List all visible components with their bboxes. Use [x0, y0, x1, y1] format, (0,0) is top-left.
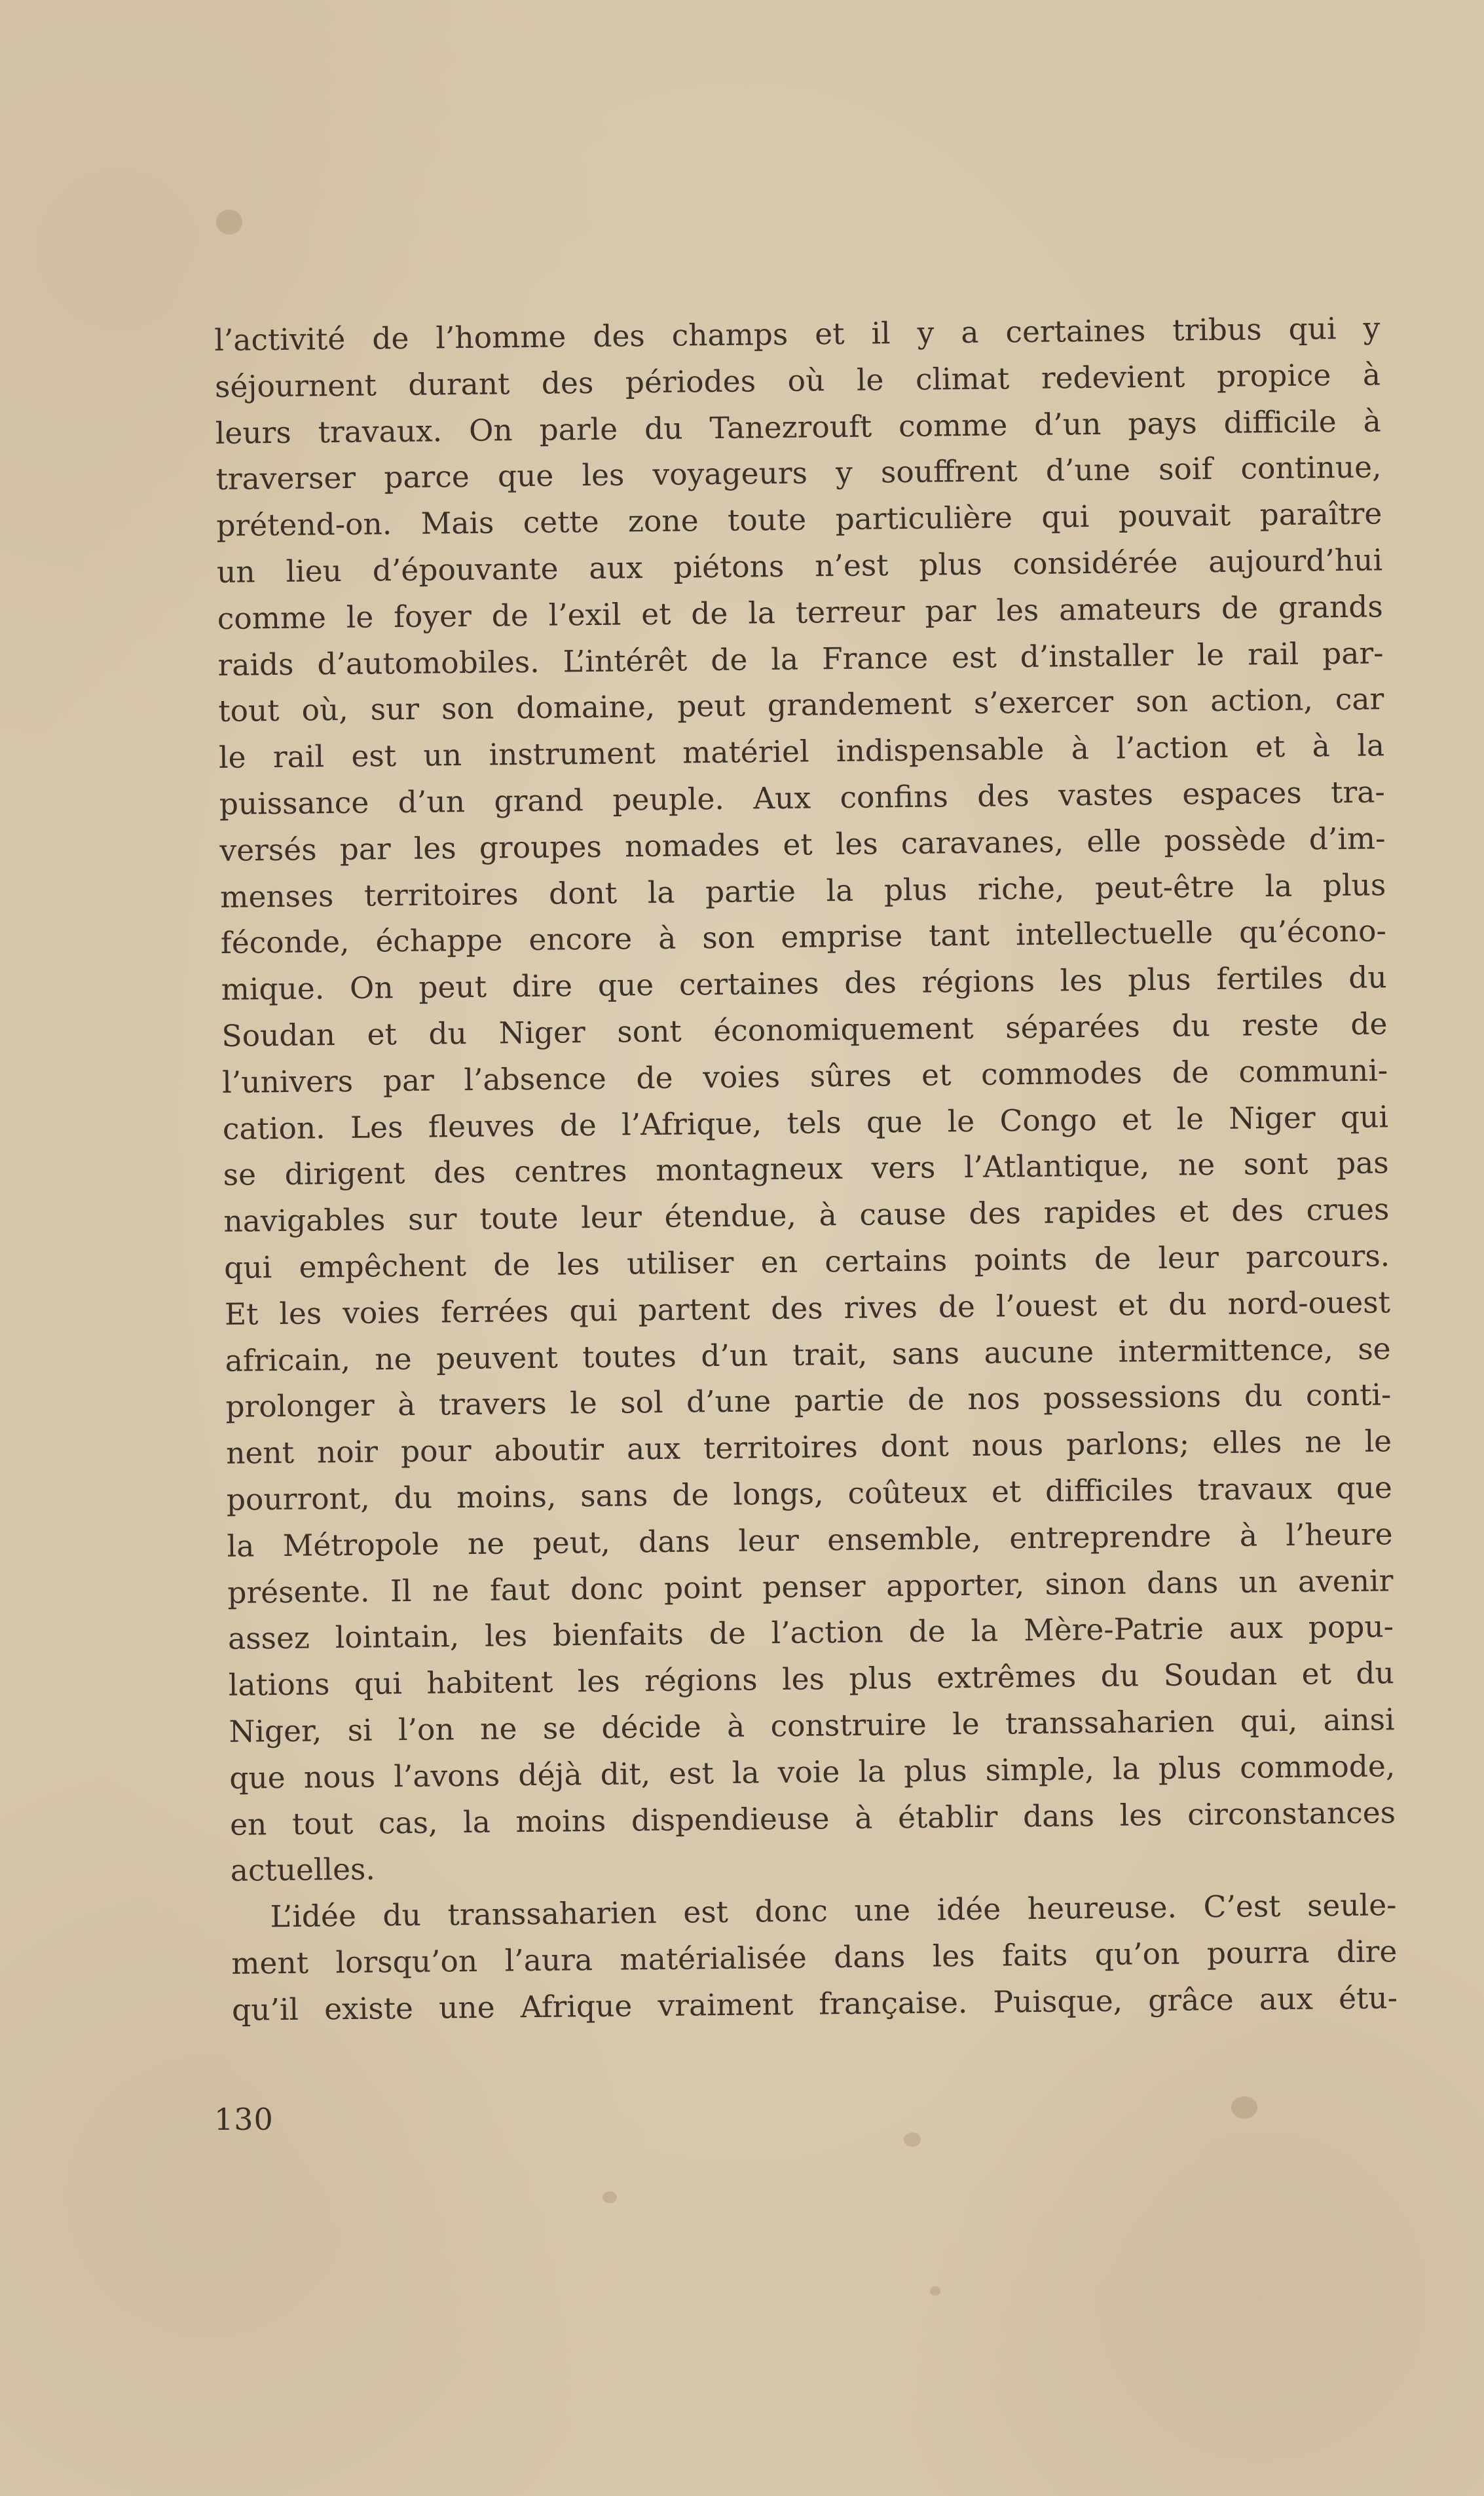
text-line: navigables sur toute leur étendue, à cause des rapides et des crues	[223, 1192, 1390, 1239]
text-line: assez lointain, les bienfaits de l’action de la Mère-Patrie aux popu-	[227, 1609, 1394, 1657]
text-line: Et les voies ferrées qui partent des rives de l’ouest et du nord-ouest	[224, 1285, 1391, 1332]
text-line: un lieu d’épouvante aux piétons n’est plus considérée aujourd’hui	[216, 542, 1383, 590]
paper-stain	[904, 2132, 921, 2147]
text-line: féconde, échappe encore à son emprise tant intellectuelle qu’écono-	[220, 913, 1387, 961]
text-line: se dirigent des centres montagneux vers l’Atlantique, ne sont pas	[223, 1145, 1389, 1193]
text-line: traverser parce que les voyageurs y souffrent d’une soif continue,	[215, 449, 1382, 497]
text-line: mique. On peut dire que certaines des régions les plus fertiles du	[221, 960, 1387, 1008]
text-line: versés par les groupes nomades et les caravanes, elle possède d’im-	[219, 821, 1386, 868]
body-text	[214, 305, 1398, 2033]
text-line: nent noir pour aboutir aux territoires dont nous parlons; elles ne le	[225, 1424, 1392, 1471]
text-line: séjournent durant des périodes où le climat redevient propice à	[214, 357, 1381, 404]
text-line: qu’il existe une Afrique vraiment française. Puisque, grâce aux étu-	[231, 1980, 1398, 2028]
text-line: cation. Les fleuves de l’Afrique, tels que le Congo et le Niger qui	[222, 1099, 1389, 1146]
text-line: pourront, du moins, sans de longs, coûteux et difficiles travaux que	[226, 1470, 1393, 1517]
text-line: le rail est un instrument matériel indispensable à l’action et à la	[218, 728, 1385, 776]
text-line: ment lorsqu’on l’aura matérialisée dans les faits qu’on pourra dire	[231, 1934, 1398, 1981]
text-line: africain, ne peuvent toutes d’un trait, sans aucune intermittence, se	[225, 1331, 1391, 1378]
text-line: puissance d’un grand peuple. Aux confins des vastes espaces tra-	[219, 774, 1385, 822]
paper-stain	[603, 2191, 617, 2203]
text-line: l’univers par l’absence de voies sûres et commodes de communi-	[221, 1053, 1388, 1100]
text-line: qui empêchent de les utiliser en certains points de leur parcours.	[223, 1238, 1390, 1285]
text-line: leurs travaux. On parle du Tanezrouft comme d’un pays difficile à	[215, 403, 1382, 451]
text-line: actuelles.	[230, 1851, 376, 1889]
text-line: prolonger à travers le sol d’une partie de nos possessions du conti-	[225, 1377, 1392, 1425]
text-line: L’idée du transsaharien est donc une idée heureuse. C’est seule-	[270, 1887, 1397, 1935]
text-line: présente. Il ne faut donc point penser apporter, sinon dans un avenir	[227, 1562, 1394, 1610]
text-line: comme le foyer de l’exil et de la terreur par les amateurs de grands	[217, 589, 1383, 636]
text-line: lations qui habitent les régions les plus extrêmes du Soudan et du	[228, 1655, 1395, 1703]
text-line: Niger, si l’on ne se décide à construire le transsaharien qui, ainsi	[229, 1702, 1395, 1749]
text-line: prétend-on. Mais cette zone toute particulière qui pouvait paraître	[216, 496, 1382, 544]
paper-stain	[216, 210, 242, 235]
text-line: l’activité de l’homme des champs et il y a certaines tribus qui y	[214, 311, 1381, 358]
text-line: la Métropole ne peut, dans leur ensemble, entreprendre à l’heure	[227, 1516, 1393, 1564]
text-line: menses territoires dont la partie la plus riche, peut-être la plus	[219, 867, 1386, 915]
text-line: que nous l’avons déjà dit, est la voie la plus simple, la plus commode,	[229, 1748, 1396, 1796]
text-line: en tout cas, la moins dispendieuse à établir dans les circonstances	[229, 1794, 1396, 1842]
text-line: Soudan et du Niger sont économiquement séparées du reste de	[221, 1006, 1388, 1053]
page-number: 130	[214, 2102, 274, 2137]
paper-stain	[1231, 2096, 1257, 2119]
paper-stain	[930, 2286, 940, 2296]
text-line: tout où, sur son domaine, peut grandement s’exercer son action, car	[218, 681, 1384, 729]
text-line: raids d’automobiles. L’intérêt de la France est d’installer le rail par-	[217, 635, 1384, 683]
